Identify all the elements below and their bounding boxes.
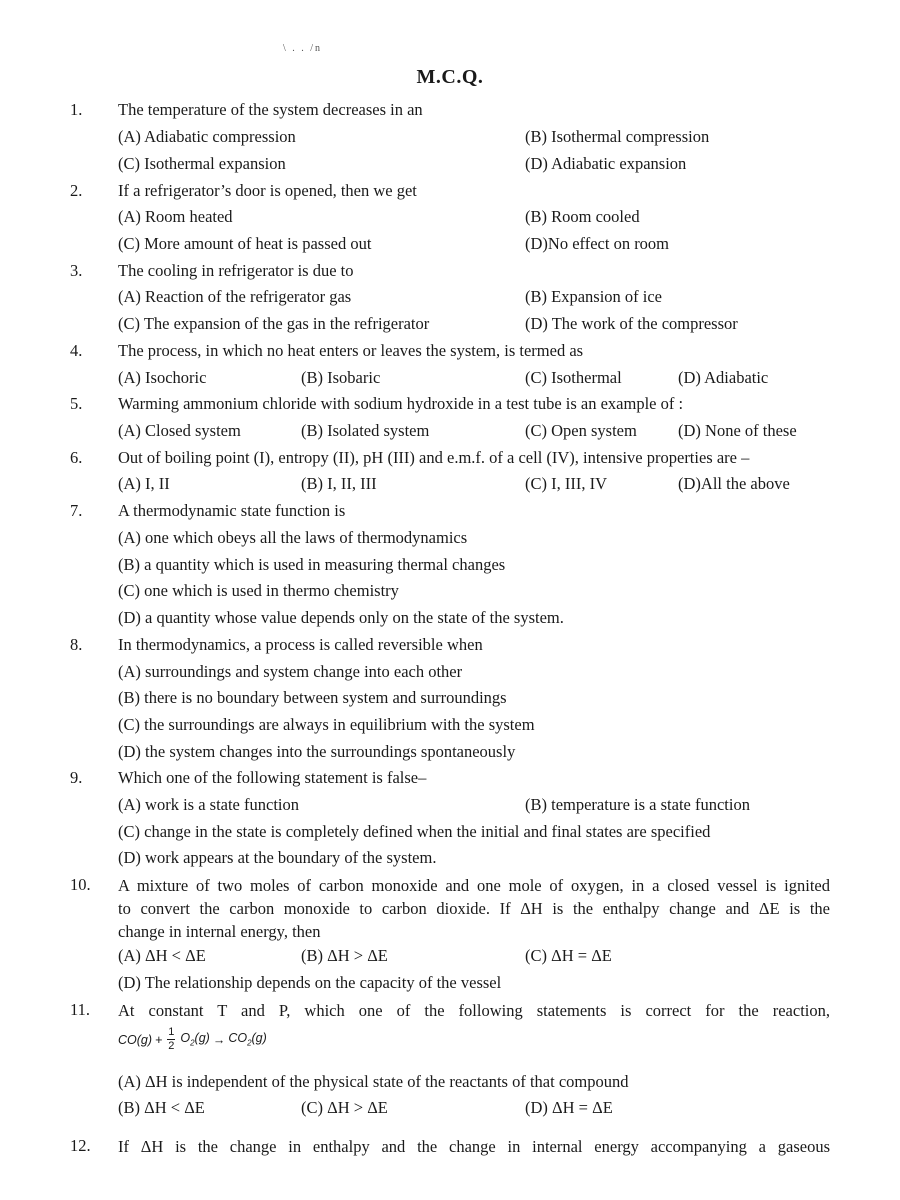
question-text bbox=[118, 874, 830, 943]
option-d: (D) Adiabatic expansion bbox=[525, 154, 687, 173]
option-d: (D) None of these bbox=[678, 421, 797, 440]
question-number: 3. bbox=[70, 261, 83, 280]
option-c: (C) Open system bbox=[525, 421, 637, 440]
option-a: (A) I, II bbox=[118, 474, 170, 493]
option-b: (B) ΔH > ΔE bbox=[301, 946, 388, 965]
option-a: (A) work is a state function bbox=[118, 795, 299, 814]
option-a: (A) surroundings and system change into each other bbox=[118, 662, 463, 681]
option-d: (D) Adiabatic bbox=[678, 368, 769, 387]
formula-o2: $O_2(g)$ bbox=[180, 1031, 210, 1048]
option-c: (C) The expansion of the gas in the refrigerator bbox=[118, 314, 430, 333]
option-a: (A) one which obeys all the laws of thermodynamics bbox=[118, 528, 468, 547]
stray-header-mark: \ . . /n bbox=[283, 43, 323, 54]
option-a: (A) ΔH is independent of the physical state of the reactants of that compound bbox=[118, 1072, 629, 1091]
option-b: (B) Room cooled bbox=[525, 207, 640, 226]
option-c: (C) I, III, IV bbox=[525, 474, 608, 493]
question-number: 9. bbox=[70, 768, 83, 787]
question-number: 7. bbox=[70, 501, 83, 520]
option-c: (C) ΔH = ΔE bbox=[525, 946, 612, 965]
option-d: (D)All the above bbox=[678, 474, 790, 493]
question-text: If a refrigerator’s door is opened, then we get bbox=[118, 181, 417, 200]
question-line: A mixture of two moles of carbon monoxide and one mole of oxygen, in a closed vessel is ignited bbox=[118, 876, 830, 895]
question-line: change in internal energy, then bbox=[118, 922, 321, 941]
option-c: (C) change in the state is completely defined when the initial and final states are specified bbox=[118, 822, 711, 841]
option-d: (D) a quantity whose value depends only on the state of the system. bbox=[118, 608, 564, 627]
question-text: In thermodynamics, a process is called reversible when bbox=[118, 635, 483, 654]
page-title: M.C.Q. bbox=[416, 66, 484, 88]
option-d: (D) the system changes into the surroundings spontaneously bbox=[118, 742, 516, 761]
formula-co: CO(g) bbox=[118, 1032, 153, 1047]
question-line: If ΔH is the change in enthalpy and the change in internal energy accompanying a gaseous bbox=[118, 1137, 830, 1156]
question-text: A thermodynamic state function is bbox=[118, 501, 346, 520]
question-number: 5. bbox=[70, 394, 83, 413]
option-a: (A) Room heated bbox=[118, 207, 233, 226]
option-d: (D) The work of the compressor bbox=[525, 314, 738, 333]
option-b: (B) there is no boundary between system and surroundings bbox=[118, 688, 507, 707]
option-b: (B) a quantity which is used in measuring thermal changes bbox=[118, 555, 506, 574]
option-a: (A) Closed system bbox=[118, 421, 241, 440]
question-number: 4. bbox=[70, 341, 83, 360]
option-a: (A) ΔH < ΔE bbox=[118, 946, 206, 965]
option-c: (C) one which is used in thermo chemistry bbox=[118, 581, 399, 600]
question-number: 8. bbox=[70, 635, 83, 654]
arrow-icon: → bbox=[212, 1032, 226, 1047]
question-text: The temperature of the system decreases in an bbox=[118, 100, 423, 119]
option-b: (B) Isolated system bbox=[301, 421, 430, 440]
question-line: At constant T and P, which one of the following statements is correct for the reaction, bbox=[118, 1001, 830, 1020]
option-a: (A) Adiabatic compression bbox=[118, 127, 296, 146]
option-c: (C) ΔH > ΔE bbox=[301, 1098, 388, 1117]
question-number: 2. bbox=[70, 181, 83, 200]
option-b: (B) Isothermal compression bbox=[525, 127, 710, 146]
formula-co2: $CO_2(g)$ bbox=[228, 1031, 267, 1048]
option-c: (C) Isothermal bbox=[525, 368, 622, 387]
option-c: (C) Isothermal expansion bbox=[118, 154, 286, 173]
option-d: (D)No effect on room bbox=[525, 234, 670, 253]
option-c: (C) the surroundings are always in equilibrium with the system bbox=[118, 715, 535, 734]
question-line: to convert the carbon monoxide to carbon dioxide. If ΔH is the enthalpy change and ΔE is the bbox=[118, 899, 830, 918]
question-number: 1. bbox=[70, 100, 83, 119]
question-text: Which one of the following statement is false– bbox=[118, 768, 427, 787]
question-text: Warming ammonium chloride with sodium hydroxide in a test tube is an example of : bbox=[118, 394, 684, 413]
formula-plus: + bbox=[155, 1032, 163, 1047]
option-c: (C) More amount of heat is passed out bbox=[118, 234, 372, 253]
question-text bbox=[118, 999, 830, 1022]
option-b: (B) temperature is a state function bbox=[525, 795, 750, 814]
option-b: (B) Isobaric bbox=[301, 368, 381, 387]
option-a: (A) Isochoric bbox=[118, 368, 207, 387]
reaction-equation bbox=[118, 1027, 267, 1052]
question-text: The process, in which no heat enters or leaves the system, is termed as bbox=[118, 341, 584, 360]
fraction-numerator: 1 bbox=[168, 1026, 175, 1038]
option-d: (D) The relationship depends on the capacity of the vessel bbox=[118, 973, 502, 992]
option-b: (B) Expansion of ice bbox=[525, 287, 663, 306]
fraction-denominator: 2 bbox=[168, 1040, 175, 1052]
question-number: 6. bbox=[70, 448, 83, 467]
question-text: Out of boiling point (I), entropy (II), pH (III) and e.m.f. of a cell (IV), intensive properties are – bbox=[118, 448, 750, 467]
option-d: (D) ΔH = ΔE bbox=[525, 1098, 613, 1117]
question-number: 12. bbox=[70, 1136, 91, 1155]
option-b: (B) ΔH < ΔE bbox=[118, 1098, 205, 1117]
question-text bbox=[118, 1135, 830, 1158]
fraction-half bbox=[167, 1027, 175, 1052]
option-a: (A) Reaction of the refrigerator gas bbox=[118, 287, 352, 306]
option-b: (B) I, II, III bbox=[301, 474, 377, 493]
question-number: 11. bbox=[70, 1000, 91, 1019]
option-d: (D) work appears at the boundary of the system. bbox=[118, 848, 437, 867]
question-text: The cooling in refrigerator is due to bbox=[118, 261, 354, 280]
question-number: 10. bbox=[70, 875, 91, 894]
